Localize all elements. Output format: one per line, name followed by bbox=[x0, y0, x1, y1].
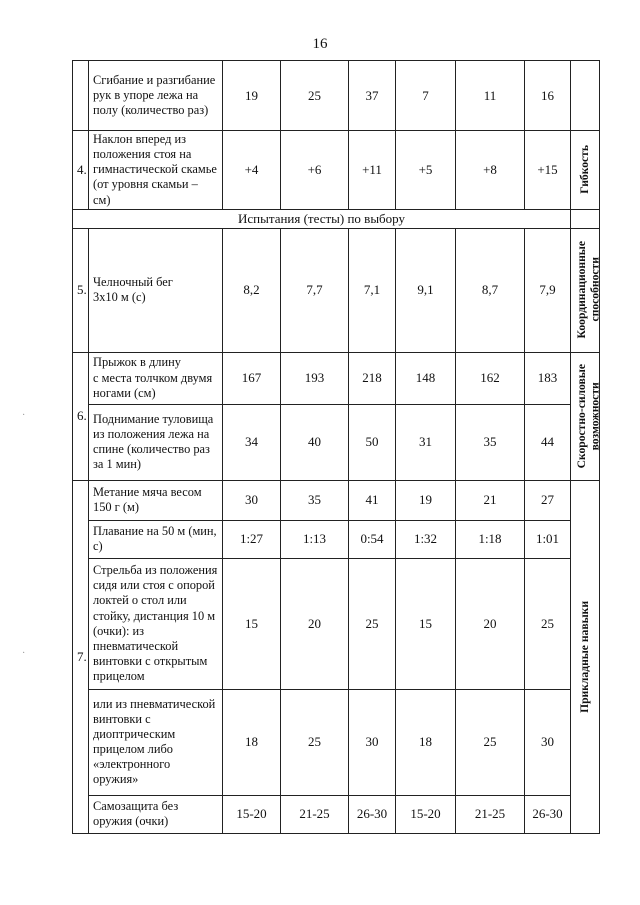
value-cell: 11 bbox=[456, 61, 525, 131]
margin-mark: · bbox=[22, 648, 26, 659]
value-cell: 25 bbox=[349, 558, 396, 689]
test-name: Стрельба из положения сидя или стоя с опорой локтей о стол или стойку, дистанция 10 м (очки): из пневматической винтовки с открытым прицелом bbox=[89, 558, 223, 689]
table-row bbox=[73, 558, 600, 689]
value-cell: 30 bbox=[223, 480, 281, 520]
value-cell: +15 bbox=[525, 131, 571, 210]
section-title: Испытания (тесты) по выбору bbox=[73, 209, 571, 228]
row-number bbox=[73, 61, 89, 131]
row-number: 5. bbox=[73, 228, 89, 352]
value-cell: 31 bbox=[396, 404, 456, 480]
value-cell: 40 bbox=[281, 404, 349, 480]
row-number: 6. bbox=[73, 352, 89, 480]
test-name: или из пневматической винтовки с диоптрическим прицелом либо «электронного оружия» bbox=[89, 689, 223, 795]
test-name: Челночный бег 3х10 м (с) bbox=[89, 228, 223, 352]
value-cell: 15-20 bbox=[223, 795, 281, 833]
value-cell: 50 bbox=[349, 404, 396, 480]
value-cell: +11 bbox=[349, 131, 396, 210]
table-row bbox=[73, 689, 600, 795]
test-name: Наклон вперед из положения стоя на гимнастической скамье (от уровня скамьи – см) bbox=[89, 131, 223, 210]
value-cell: 37 bbox=[349, 61, 396, 131]
category-label: Скоростно-силовые bbox=[575, 363, 588, 469]
row-number: 4. bbox=[73, 131, 89, 210]
value-cell: 15-20 bbox=[396, 795, 456, 833]
value-cell: 1:13 bbox=[281, 520, 349, 558]
value-cell: +8 bbox=[456, 131, 525, 210]
value-cell: 1:18 bbox=[456, 520, 525, 558]
norms-table bbox=[72, 60, 600, 834]
table-row bbox=[73, 480, 600, 520]
value-cell: 218 bbox=[349, 352, 396, 404]
row-number: 7. bbox=[73, 480, 89, 833]
table-row bbox=[73, 131, 600, 210]
value-cell: 35 bbox=[281, 480, 349, 520]
value-cell: 18 bbox=[223, 689, 281, 795]
value-cell: 1:32 bbox=[396, 520, 456, 558]
value-cell: 15 bbox=[396, 558, 456, 689]
table-row bbox=[73, 61, 600, 131]
test-name: Метание мяча весом 150 г (м) bbox=[89, 480, 223, 520]
value-cell: 19 bbox=[223, 61, 281, 131]
margin-mark: · bbox=[22, 410, 26, 421]
test-name: Плавание на 50 м (мин, с) bbox=[89, 520, 223, 558]
category-empty bbox=[571, 209, 600, 228]
value-cell: 44 bbox=[525, 404, 571, 480]
table-row bbox=[73, 795, 600, 833]
value-cell: 26-30 bbox=[349, 795, 396, 833]
category-label: Прикладные навыки bbox=[578, 600, 592, 713]
value-cell: 183 bbox=[525, 352, 571, 404]
table-row bbox=[73, 520, 600, 558]
category-label: способности bbox=[588, 257, 602, 323]
value-cell: 20 bbox=[281, 558, 349, 689]
table-row bbox=[73, 404, 600, 480]
value-cell: 35 bbox=[456, 404, 525, 480]
category-flexibility bbox=[571, 131, 600, 210]
value-cell: 34 bbox=[223, 404, 281, 480]
value-cell: 27 bbox=[525, 480, 571, 520]
value-cell: 148 bbox=[396, 352, 456, 404]
test-name: Поднимание туловища из положения лежа на спине (количество раз за 1 мин) bbox=[89, 404, 223, 480]
value-cell: +6 bbox=[281, 131, 349, 210]
value-cell: 21-25 bbox=[456, 795, 525, 833]
value-cell: 15 bbox=[223, 558, 281, 689]
value-cell: 7 bbox=[396, 61, 456, 131]
value-cell: 18 bbox=[396, 689, 456, 795]
category-label: Координационные bbox=[575, 241, 588, 339]
value-cell: 193 bbox=[281, 352, 349, 404]
value-cell: 21 bbox=[456, 480, 525, 520]
value-cell: 8,7 bbox=[456, 228, 525, 352]
value-cell: 162 bbox=[456, 352, 525, 404]
value-cell: 1:27 bbox=[223, 520, 281, 558]
category-label: возможности bbox=[588, 382, 602, 451]
test-name: Самозащита без оружия (очки) bbox=[89, 795, 223, 833]
table-row bbox=[73, 352, 600, 404]
value-cell: 167 bbox=[223, 352, 281, 404]
category-label-group bbox=[575, 241, 602, 338]
category-applied bbox=[571, 480, 600, 833]
value-cell: 26-30 bbox=[525, 795, 571, 833]
value-cell: 30 bbox=[349, 689, 396, 795]
value-cell: 7,7 bbox=[281, 228, 349, 352]
value-cell: 25 bbox=[456, 689, 525, 795]
value-cell: 21-25 bbox=[281, 795, 349, 833]
value-cell: 1:01 bbox=[525, 520, 571, 558]
category-coordination bbox=[571, 228, 600, 352]
value-cell: 25 bbox=[281, 689, 349, 795]
test-name: Прыжок в длину с места толчком двумя ногами (см) bbox=[89, 352, 223, 404]
value-cell: 7,1 bbox=[349, 228, 396, 352]
page-number: 16 bbox=[312, 36, 328, 52]
category-label: Гибкость bbox=[578, 145, 592, 195]
value-cell: +4 bbox=[223, 131, 281, 210]
value-cell: +5 bbox=[396, 131, 456, 210]
value-cell: 41 bbox=[349, 480, 396, 520]
value-cell: 30 bbox=[525, 689, 571, 795]
value-cell: 25 bbox=[525, 558, 571, 689]
test-name: Сгибание и разгибание рук в упоре лежа на полу (количество раз) bbox=[89, 61, 223, 131]
category-label-group bbox=[575, 364, 602, 468]
table-row bbox=[73, 228, 600, 352]
value-cell: 7,9 bbox=[525, 228, 571, 352]
value-cell: 25 bbox=[281, 61, 349, 131]
category-speed-strength bbox=[571, 352, 600, 480]
category-empty bbox=[571, 61, 600, 131]
value-cell: 20 bbox=[456, 558, 525, 689]
value-cell: 16 bbox=[525, 61, 571, 131]
value-cell: 19 bbox=[396, 480, 456, 520]
value-cell: 0:54 bbox=[349, 520, 396, 558]
section-row bbox=[73, 209, 600, 228]
value-cell: 9,1 bbox=[396, 228, 456, 352]
value-cell: 8,2 bbox=[223, 228, 281, 352]
